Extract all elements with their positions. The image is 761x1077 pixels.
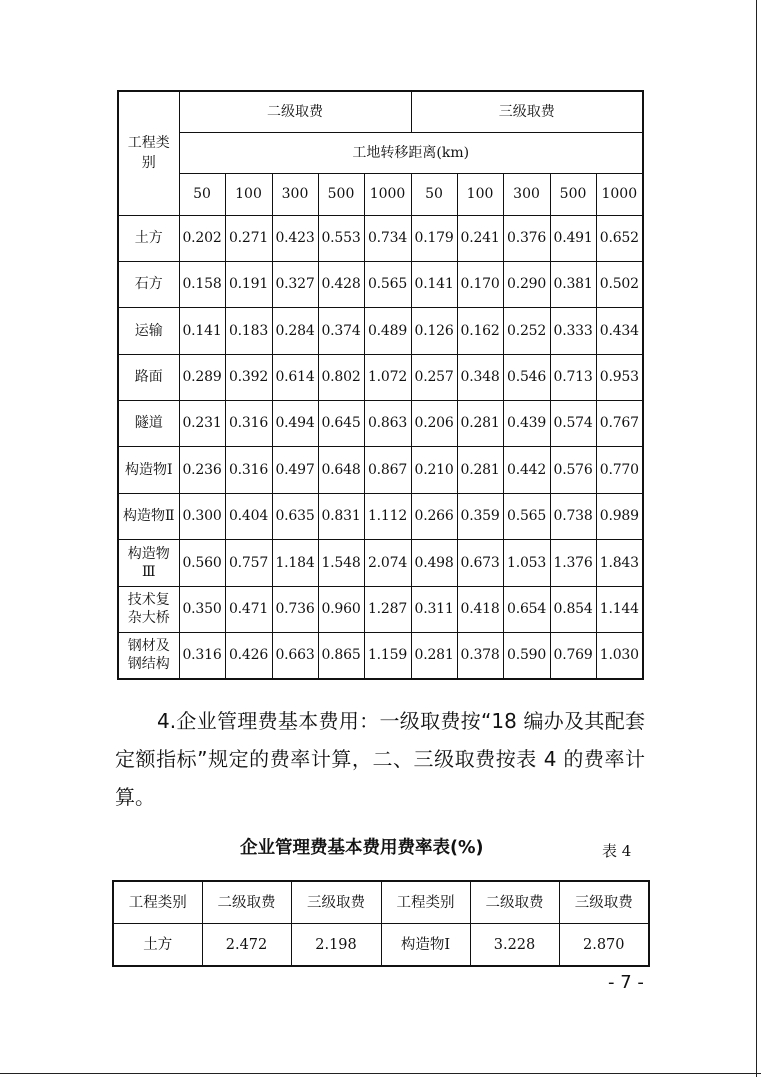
- table-cell: 1.184: [272, 539, 318, 586]
- table-cell: 0.565: [503, 493, 550, 539]
- distance-cell: 50: [411, 173, 457, 215]
- distance-cell: 50: [179, 173, 225, 215]
- table-cell: 0.428: [318, 261, 364, 307]
- table-cell: 0.553: [318, 215, 364, 261]
- table-cell: 0.654: [503, 586, 550, 632]
- table-cell: 0.576: [550, 446, 596, 493]
- table-cell: 0.252: [503, 307, 550, 354]
- table-cell: 0.953: [596, 354, 643, 400]
- table-row: [118, 215, 643, 261]
- table-cell: 0.316: [225, 446, 272, 493]
- row-category: 构造物Ⅲ: [118, 539, 179, 586]
- table-cell: 0.802: [318, 354, 364, 400]
- table-cell: 0.162: [457, 307, 503, 354]
- table-cell: 0.502: [596, 261, 643, 307]
- table-cell: 0.652: [596, 215, 643, 261]
- fee-header-cell: 二级取费: [202, 881, 291, 924]
- table-cell: 0.590: [503, 632, 550, 679]
- table-cell: 0.426: [225, 632, 272, 679]
- distance-cell: 500: [550, 173, 596, 215]
- row-category: 构造物Ⅰ: [118, 446, 179, 493]
- table-cell: 0.648: [318, 446, 364, 493]
- table-cell: 0.404: [225, 493, 272, 539]
- table-cell: 0.854: [550, 586, 596, 632]
- fee-header-row: [113, 881, 649, 924]
- table-cell: 0.359: [457, 493, 503, 539]
- fee-header-cell: 三级取费: [291, 881, 381, 924]
- fee-header-cell: 二级取费: [470, 881, 559, 924]
- table-cell: 0.960: [318, 586, 364, 632]
- table-row: [118, 400, 643, 446]
- page-number: - 7 -: [608, 972, 644, 993]
- table-cell: 1.548: [318, 539, 364, 586]
- management-fee-table: [112, 880, 650, 967]
- table-cell: 0.281: [457, 446, 503, 493]
- distance-fee-table: [117, 90, 644, 680]
- table-cell: 0.316: [179, 632, 225, 679]
- table-cell: 0.236: [179, 446, 225, 493]
- table-row: [118, 354, 643, 400]
- table-cell: 0.574: [550, 400, 596, 446]
- table-cell: 0.311: [411, 586, 457, 632]
- table-cell: 0.989: [596, 493, 643, 539]
- table-cell: 0.170: [457, 261, 503, 307]
- table-cell: 0.546: [503, 354, 550, 400]
- table-cell: 0.271: [225, 215, 272, 261]
- table-cell: 0.738: [550, 493, 596, 539]
- table-cell: 0.327: [272, 261, 318, 307]
- table-cell: 2.074: [364, 539, 411, 586]
- table-cell: 0.141: [179, 307, 225, 354]
- table-cell: 0.497: [272, 446, 318, 493]
- distance-cell: 300: [272, 173, 318, 215]
- table-cell: 0.471: [225, 586, 272, 632]
- table-cell: 0.141: [411, 261, 457, 307]
- group-header-level2: 二级取费: [179, 91, 411, 132]
- table-cell: 1.053: [503, 539, 550, 586]
- table-cell: 0.202: [179, 215, 225, 261]
- table-cell: 1.144: [596, 586, 643, 632]
- table-cell: 1.159: [364, 632, 411, 679]
- table-cell: 0.767: [596, 400, 643, 446]
- fee-cell: 2.198: [291, 924, 381, 967]
- row-category: 路面: [118, 354, 179, 400]
- row-category: 构造物Ⅱ: [118, 493, 179, 539]
- table-cell: 0.645: [318, 400, 364, 446]
- table-cell: 0.316: [225, 400, 272, 446]
- table-cell: 0.442: [503, 446, 550, 493]
- table-caption: 企业管理费基本费用费率表(%): [240, 838, 484, 858]
- table-row: [118, 446, 643, 493]
- table-cell: 0.300: [179, 493, 225, 539]
- table-row: [118, 261, 643, 307]
- table-cell: 0.434: [596, 307, 643, 354]
- table-cell: 0.241: [457, 215, 503, 261]
- table-cell: 0.289: [179, 354, 225, 400]
- body-paragraph: 4.企业管理费基本费用：一级取费按“18 编办及其配套定额指标”规定的费率计算，二、三级取费按表 4 的费率计算。: [115, 709, 645, 809]
- fee-data-row: [113, 924, 649, 967]
- table-cell: 1.287: [364, 586, 411, 632]
- table-cell: 0.158: [179, 261, 225, 307]
- row-category: 土方: [118, 215, 179, 261]
- category-header: 工程类别: [118, 91, 179, 215]
- table-number: 表 4: [602, 842, 632, 860]
- table-cell: 0.489: [364, 307, 411, 354]
- row-category: 隧道: [118, 400, 179, 446]
- table-cell: 0.614: [272, 354, 318, 400]
- distance-cell: 500: [318, 173, 364, 215]
- fee-cell: 2.472: [202, 924, 291, 967]
- table-cell: 0.635: [272, 493, 318, 539]
- table-cell: 0.769: [550, 632, 596, 679]
- row-category: 钢材及钢结构: [118, 632, 179, 679]
- table-cell: 0.494: [272, 400, 318, 446]
- fee-cell: 2.870: [559, 924, 649, 967]
- row-category: 技术复杂大桥: [118, 586, 179, 632]
- distance-row: [118, 173, 643, 215]
- table-cell: 0.498: [411, 539, 457, 586]
- table-cell: 0.333: [550, 307, 596, 354]
- distance-cell: 1000: [364, 173, 411, 215]
- group-header-level3: 三级取费: [411, 91, 643, 132]
- table-cell: 0.210: [411, 446, 457, 493]
- fee-header-cell: 工程类别: [113, 881, 202, 924]
- table-cell: 0.376: [503, 215, 550, 261]
- table-row: [118, 539, 643, 586]
- table-cell: 1.072: [364, 354, 411, 400]
- table-cell: 0.713: [550, 354, 596, 400]
- table-cell: 0.126: [411, 307, 457, 354]
- table-cell: 0.257: [411, 354, 457, 400]
- table-cell: 0.863: [364, 400, 411, 446]
- table-cell: 0.867: [364, 446, 411, 493]
- table-cell: 0.231: [179, 400, 225, 446]
- table-cell: 0.381: [550, 261, 596, 307]
- distance-cell: 100: [457, 173, 503, 215]
- table-cell: 0.770: [596, 446, 643, 493]
- table-cell: 0.663: [272, 632, 318, 679]
- table-cell: 0.350: [179, 586, 225, 632]
- distance-cell: 1000: [596, 173, 643, 215]
- fee-header-cell: 工程类别: [381, 881, 470, 924]
- table-cell: 0.491: [550, 215, 596, 261]
- table-cell: 0.183: [225, 307, 272, 354]
- table-cell: 0.281: [457, 400, 503, 446]
- fee-cell: 3.228: [470, 924, 559, 967]
- table-cell: 0.266: [411, 493, 457, 539]
- fee-cell: 土方: [113, 924, 202, 967]
- table-cell: 1.376: [550, 539, 596, 586]
- table-cell: 0.418: [457, 586, 503, 632]
- table-cell: 0.348: [457, 354, 503, 400]
- table-cell: 0.831: [318, 493, 364, 539]
- table-cell: 0.736: [272, 586, 318, 632]
- table-cell: 1.843: [596, 539, 643, 586]
- table-cell: 0.206: [411, 400, 457, 446]
- table-cell: 1.112: [364, 493, 411, 539]
- fee-cell: 构造物Ⅰ: [381, 924, 470, 967]
- table-cell: 0.734: [364, 215, 411, 261]
- table-cell: 0.673: [457, 539, 503, 586]
- table-cell: 0.392: [225, 354, 272, 400]
- fee-header-cell: 三级取费: [559, 881, 649, 924]
- page-edge-right: [756, 0, 757, 1077]
- table-cell: 0.284: [272, 307, 318, 354]
- table-cell: 0.423: [272, 215, 318, 261]
- table-cell: 0.179: [411, 215, 457, 261]
- table-cell: 0.191: [225, 261, 272, 307]
- table-cell: 0.560: [179, 539, 225, 586]
- row-category: 运输: [118, 307, 179, 354]
- row-category: 石方: [118, 261, 179, 307]
- table-cell: 0.374: [318, 307, 364, 354]
- table-cell: 0.565: [364, 261, 411, 307]
- table-cell: 0.439: [503, 400, 550, 446]
- table-cell: 0.281: [411, 632, 457, 679]
- table-cell: 0.865: [318, 632, 364, 679]
- table-cell: 0.290: [503, 261, 550, 307]
- table-row: [118, 586, 643, 632]
- page-edge-bottom: [0, 1073, 761, 1074]
- table-row: [118, 493, 643, 539]
- table-row: [118, 307, 643, 354]
- table-cell: 1.030: [596, 632, 643, 679]
- table-row: [118, 632, 643, 679]
- table-cell: 0.378: [457, 632, 503, 679]
- distance-header: 工地转移距离(km): [179, 132, 643, 173]
- distance-cell: 100: [225, 173, 272, 215]
- table-cell: 0.757: [225, 539, 272, 586]
- distance-cell: 300: [503, 173, 550, 215]
